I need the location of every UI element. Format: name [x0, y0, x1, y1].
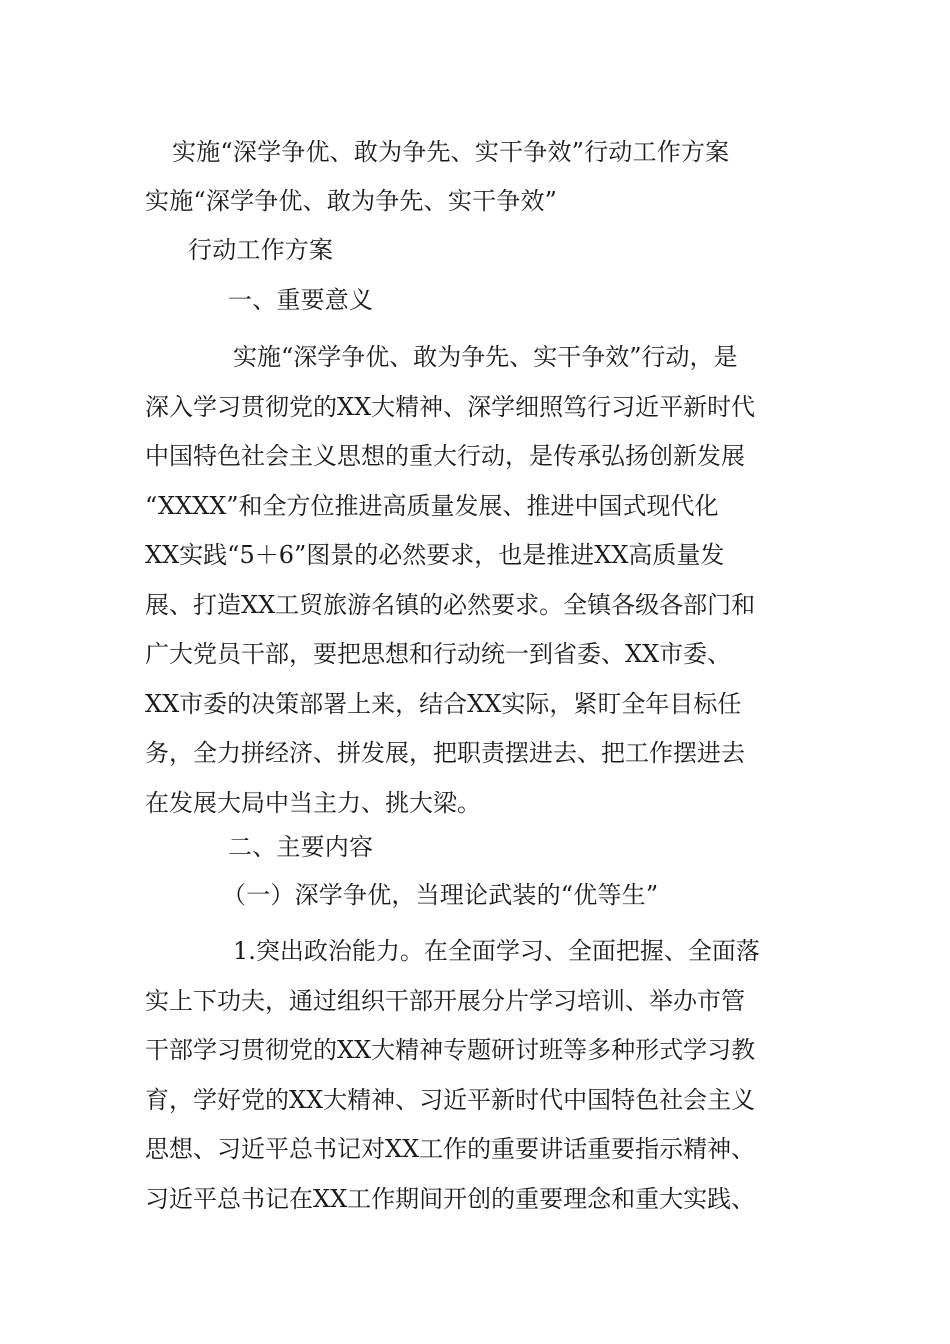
document-subtitle-line-1: 实施“深学争优、敢为争先、实干争效” [145, 187, 558, 215]
paragraph-line: XX实践“5＋6”图景的必然要求，也是推进XX高质量发 [145, 541, 725, 569]
section-1-paragraph [145, 333, 810, 828]
paragraph-line: “XXXX”和全方位推进高质量发展、推进中国式现代化 [145, 491, 719, 520]
paragraph-line: XX市委的决策部署上来，结合XX实际，紧盯全年目标任 [145, 689, 742, 718]
paragraph-line: 1.突出政治能力。在全面学习、全面把握、全面落 [233, 937, 760, 965]
paragraph-line: 实上下功夫，通过组织干部开展分片学习培训、举办市管 [145, 986, 745, 1015]
document-subtitle-line-2: 行动工作方案 [188, 236, 334, 264]
paragraph-line: 展、打造XX工贸旅游名镇的必然要求。全镇各级各部门和 [145, 590, 756, 619]
paragraph-line: 务，全力拼经济、拼发展，把职责摆进去、把工作摆进去 [145, 739, 745, 767]
paragraph-line: 实施“深学争优、敢为争先、实干争效”行动，是 [233, 343, 738, 371]
paragraph-line: 习近平总书记在XX工作期间开创的重要理念和重大实践、 [145, 1184, 756, 1213]
paragraph-line: 广大党员干部，要把思想和行动统一到省委、XX市委、 [145, 640, 732, 668]
paragraph-line: 深入学习贯彻党的XX大精神、深学细照笃行习近平新时代 [145, 392, 756, 421]
subsection-1-paragraph [145, 927, 810, 1224]
paragraph-line: 育，学好党的XX大精神、习近平新时代中国特色社会主义 [145, 1085, 756, 1114]
paragraph-line: 干部学习贯彻党的XX大精神专题研讨班等多种形式学习教 [145, 1036, 756, 1064]
section-2-heading: 二、主要内容 [228, 833, 374, 861]
paragraph-line: 思想、习近平总书记对XX工作的重要讲话重要指示精神、 [145, 1135, 756, 1163]
paragraph-line: 中国特色社会主义思想的重大行动，是传承弘扬创新发展 [145, 442, 745, 470]
section-1-heading: 一、重要意义 [228, 286, 374, 314]
subsection-1-heading: （一）深学争优，当理论武装的“优等生” [222, 881, 659, 909]
document-title: 实施“深学争优、敢为争先、实干争效”行动工作方案 [172, 138, 730, 166]
paragraph-line: 在发展大局中当主力、挑大梁。 [145, 788, 481, 817]
